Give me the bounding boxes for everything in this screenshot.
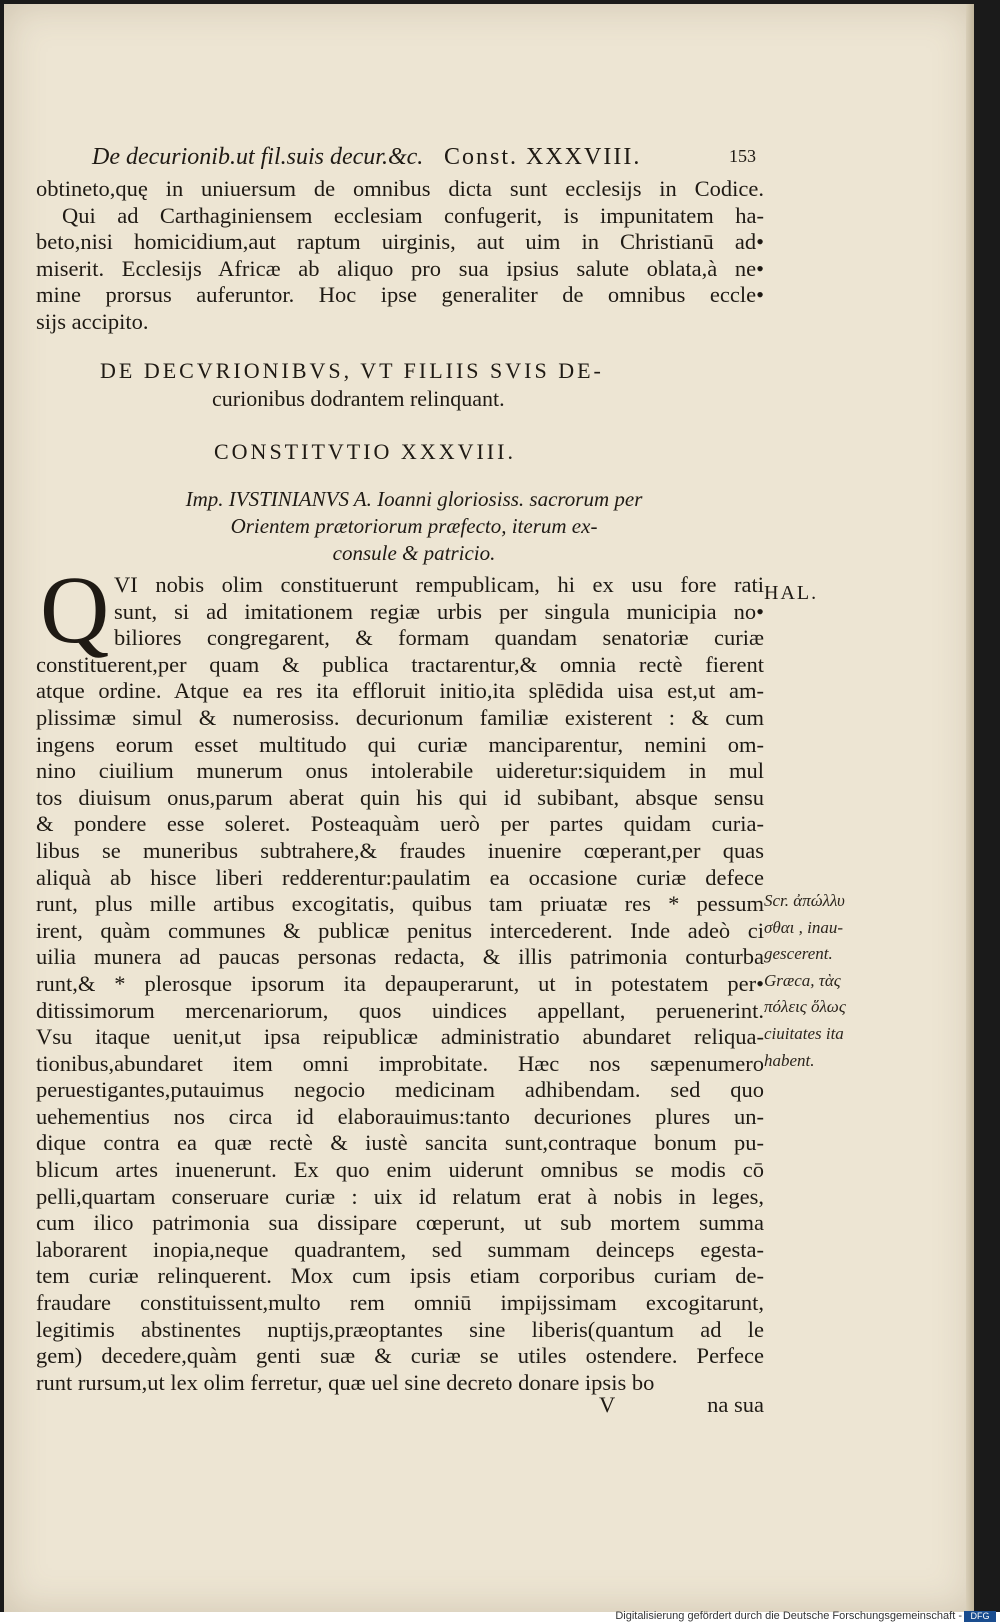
marginal-note-line: Scr. ἀπώλλυ	[764, 891, 845, 910]
text-line: tem curiæ relinquerent. Mox cum ipsis etiam corporibus curiam de-	[36, 1263, 764, 1289]
page-foot	[36, 1392, 764, 1422]
text-line: runt,& * plerosque ipsorum ita depauperarunt, ut in potestatem per•	[36, 970, 764, 996]
book-page	[4, 4, 974, 1612]
marginal-note	[764, 888, 864, 1074]
text-line: biliores congregarent, & formam quandam senatoriæ curiæ	[114, 625, 764, 651]
body-paragraph	[36, 556, 764, 1396]
catchword: na sua	[707, 1392, 764, 1417]
text-line: blicum artes inuenerunt. Ex quo enim uiderunt omnibus se modis cō	[36, 1157, 764, 1183]
text-line: irent, quàm communes & publicæ penitus intercederent. Inde adeò ci	[36, 917, 764, 943]
text-line: peruestigantes,putauimus negocio medicinam adhibendam. sed quo	[36, 1077, 764, 1103]
opening-paragraph	[36, 176, 764, 336]
text-line: atque ordine. Atque ea res ita effloruit initio,ita splēdida uisa est,ut am-	[36, 678, 764, 704]
text-line: constituerent,per quam & publica tractarentur,& omnia rectè fierent	[36, 651, 764, 677]
text-line: runt, plus mille artibus excogitatis, quibus tam priuatæ res * pessum	[36, 891, 764, 917]
text-line: tionibus,abundaret item omni improbitate. Hæc nos sæpenumero	[36, 1050, 764, 1076]
marginal-note-line: Græca, τὰς	[764, 970, 841, 990]
text-line: fraudare constituissent,multo rem omniū impijssimam excogitarunt,	[36, 1290, 764, 1316]
text-line: sijs accipito.	[36, 308, 149, 334]
section-title-line: DE DECVRIONIBVS, VT FILIIS SVIS DE-	[100, 358, 604, 383]
text-line: plissimæ simul & numerosiss. decurionum familiæ existerent : & cum	[36, 704, 764, 730]
text-line: obtineto,quę in uniuersum de omnibus dicta sunt ecclesijs in Codice.	[36, 176, 764, 201]
marginal-note-line: habent.	[764, 1050, 815, 1070]
marginal-note-line: gescerent.	[764, 944, 833, 964]
constitution-heading: CONSTITVTIO XXXVIII.	[214, 439, 516, 464]
text-line: Qui ad Carthaginiensem ecclesiam confugerit, is impunitatem ha-	[62, 202, 764, 228]
inscription	[134, 486, 694, 567]
header-constitution: Const. XXXVIII.	[444, 144, 642, 170]
text-line: tos diuisum onus,parum aberat quin his qui id subibant, absque sensu	[36, 784, 764, 810]
text-line: ingens eorum esset multitudo qui curiæ manciparentur, nemini om-	[36, 731, 764, 757]
marginal-note-line: πόλεις ὅλως	[764, 997, 846, 1017]
running-title: De decurionib.ut fil.suis decur.&c.	[92, 144, 424, 170]
dfg-logo: DFG	[964, 1611, 996, 1622]
text-line: Vsu itaque uenit,ut ipsa reipublicæ administratio abundaret reliqua-	[36, 1024, 764, 1050]
text-line: uehementius nos circa id elaborauimus:tanto decuriones plures un-	[36, 1103, 764, 1129]
page-edge	[966, 4, 974, 1612]
text-line: legitimis abstinentes nuptijs,præoptantes sine liberis(quantum ad le	[36, 1316, 764, 1342]
text-line: laborarent inopia,neque quadrantem, sed summam deinceps egesta-	[36, 1236, 764, 1262]
marginal-note-line: σθαι , inau-	[764, 917, 844, 937]
text-line: cum ilico patrimonia sua dissipare cœperunt, ut sub mortem summa	[36, 1210, 764, 1236]
inscription-line: consule & patricio.	[332, 541, 496, 565]
text-line: libus se muneribus subtrahere,& fraudes inuenire cœperant,per quas	[36, 837, 764, 863]
inscription-line: Imp. IVSTINIANVS A. Ioanni gloriosiss. sacrorum per	[185, 487, 643, 511]
drop-cap: Q	[40, 556, 110, 663]
text-line: nino ciuilium munerum onus intolerabile uideretur:siquidem in mul	[36, 758, 764, 784]
marginal-siglum: HAL.	[764, 582, 819, 604]
text-line: miserit. Ecclesijs Africæ ab aliquo pro sua ipsius salute oblata,à ne•	[36, 255, 764, 281]
section-title-line: curionibus dodrantem relinquant.	[212, 386, 505, 411]
footer-credit: Digitalisierung gefördert durch die Deutsche Forschungsgemeinschaft -	[615, 1610, 962, 1622]
text-line: ditissimorum mercenariorum, quos uindices appellant, peruenerint.	[36, 997, 764, 1023]
text-line: dique contra ea quæ rectè & iustè sancita sunt,contraque bonum pu-	[36, 1130, 764, 1156]
page-number: 153	[729, 146, 756, 166]
text-line: beto,nisi homicidium,aut raptum uirginis, aut uim in Christianū ad•	[36, 229, 764, 255]
text-line: aliquà ab hisce liberi redderentur:paulatim ea occasione curiæ defece	[36, 864, 764, 890]
running-header	[92, 144, 762, 171]
text-line: mine prorsus auferuntor. Hoc ipse generaliter de omnibus eccle•	[36, 282, 764, 308]
signature-mark: V	[599, 1392, 616, 1417]
section-title	[100, 357, 700, 413]
text-line: runt rursum,ut lex olim ferretur, quæ uel sine decreto donare ipsis bo	[36, 1369, 655, 1395]
text-line: sunt, si ad imitationem regiæ urbis per singula municipia no•	[114, 598, 764, 624]
text-line: VI nobis olim constituerunt rempublicam, hi ex usu fore rati	[114, 572, 764, 597]
inscription-line: Orientem prætoriorum præfecto, iterum ex-	[230, 514, 598, 538]
text-line: gem) decedere,quàm genti suæ & curiæ se utiles ostendere. Perfece	[36, 1343, 764, 1369]
text-line: uilia munera ad paucas personas redacta, & illis patrimonia conturba	[36, 944, 764, 970]
text-line: pelli,quartam conseruare curiæ : uix id relatum erat à nobis in leges,	[36, 1183, 764, 1209]
text-line: & pondere esse soleret. Posteaquàm uerò per partes quidam curia-	[36, 811, 764, 837]
marginal-note-line: ciuitates ita	[764, 1023, 844, 1043]
